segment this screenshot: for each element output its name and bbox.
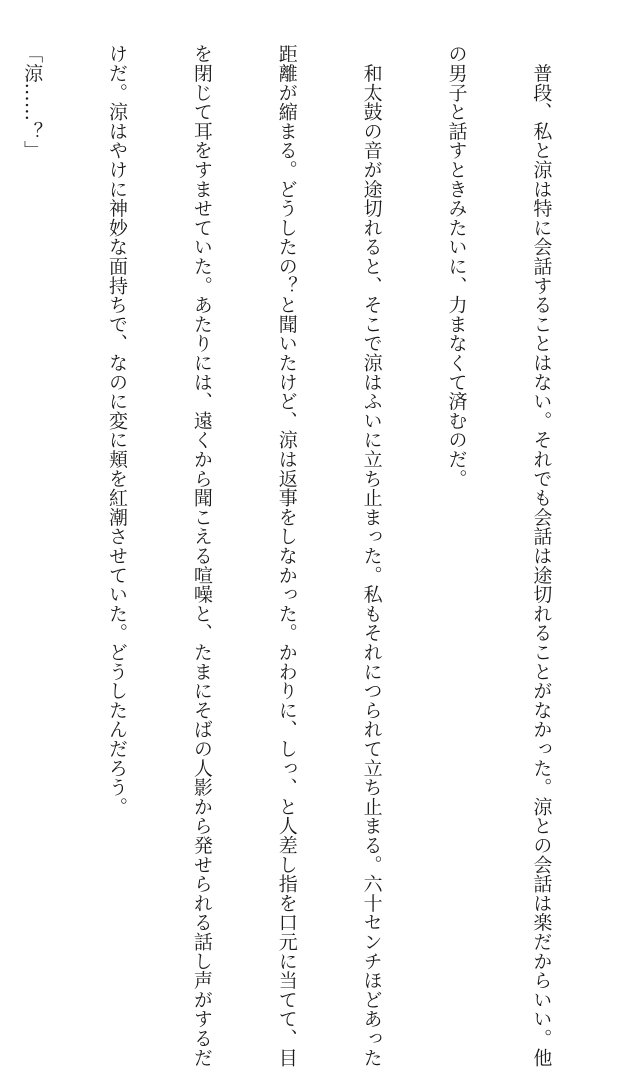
- text-line: を閉じて耳をすませていた。あたりには、遠くから聞こえる喧噪と、たまにそばの人影から発せられる話し声がするだ: [190, 44, 213, 1067]
- text-line: けだ。涼はやけに神妙な面持ちで、なのに変に頬を紅潮させていた。どうしたんだろう。: [105, 44, 128, 816]
- text-line: 普段、私と涼は特に会話することはない。それでも会話は途切れることがなかった。涼との会話は楽だからいい。他: [530, 44, 553, 1067]
- vertical-text-block: [0, 44, 612, 1067]
- text-line: 距離が縮まる。どうしたの？と聞いたけど、涼は返事をしなかった。かわりに、しっ、と人差し指を口元に当てて、目: [275, 44, 298, 1067]
- text-line: 和太鼓の音が途切れると、そこで涼はふいに立ち止まった。私もそれにつられて立ち止まる。六十センチほどあった: [360, 44, 383, 1067]
- text-line: の男子と話すときみたいに、力まなくて済むのだ。: [445, 44, 468, 488]
- text-line: 「涼……？」: [21, 44, 44, 160]
